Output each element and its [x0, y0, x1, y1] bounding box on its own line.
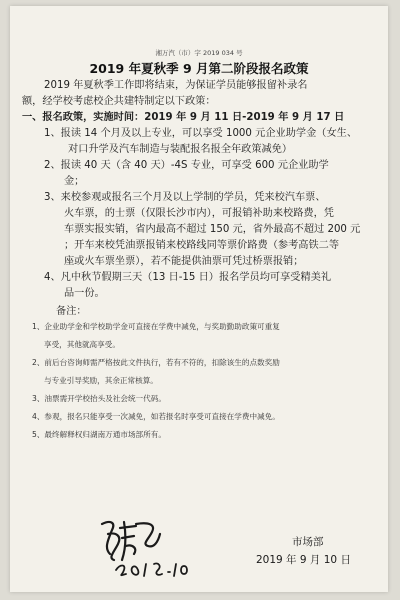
body-line: 金； [64, 176, 85, 187]
note-item: 2、前后台咨询师需严格按此文件执行，若有不符的，扣除该生的点数奖励 [32, 358, 280, 367]
body-line: 火车票，的士票（仅限长沙市内），可报销补助来校路费，凭 [64, 208, 334, 219]
document-number: 湘万汽（市）字 2019 034 号 [155, 49, 243, 57]
body-line: 座或火车票坐票），若不能提供油票可凭过桥票报销； [64, 256, 304, 267]
body-line: 额，经学校考虑校企共建特制定以下政策： [22, 96, 216, 107]
body-line: 4、凡中秋节假期三天（13 日-15 日）报名学员均可享受精美礼 [44, 272, 332, 283]
body-line: 1、报读 14 个月及以上专业，可以享受 1000 元企业助学金（女生、 [44, 128, 358, 139]
body-line: ；开车来校凭油票报销来校路线同等票价路费（参考高铁二等 [64, 240, 340, 251]
body-line: 车票实报实销，省内最高不超过 150 元，省外最高不超过 200 元 [64, 224, 361, 235]
note-item: 5、最终解释权归湖南万通市场部所有。 [32, 430, 166, 439]
note-item: 与专业引导奖励，其余正常核算。 [44, 376, 158, 385]
notes-list [32, 318, 372, 444]
document-sheet [10, 6, 388, 592]
note-item: 4、参观，报名只能享受一次减免，如若报名时享受可直接在学费中减免。 [32, 412, 280, 421]
notes-heading: 备注： [56, 306, 87, 317]
note-item: 3、油票需开学校抬头及社会统一代码。 [32, 394, 166, 403]
note-item: 1、企业助学金和学校助学金可直接在学费中减免，与奖助勤助政策可重复 [32, 322, 280, 331]
body-line: 品一份。 [64, 288, 105, 299]
document-title: 2019 年夏秋季 9 月第二阶段报名政策 [89, 61, 309, 76]
note-item: 享受，其他就高享受。 [44, 340, 120, 349]
issue-date: 2019 年 9 月 10 日 [256, 554, 351, 566]
body-line: 3、来校参观或报名三个月及以上学制的学员，凭来校汽车票、 [44, 192, 326, 203]
department-name: 市场部 [292, 536, 324, 548]
body-line: 2019 年夏秋季工作即将结束，为保证学员能够报留补录名 [44, 80, 308, 91]
handwritten-signature [96, 514, 206, 578]
body-line: 对口升学及汽车制造与装配报名报全年政策减免） [68, 144, 293, 155]
body-line: 2、报读 40 天（含 40 天）-4S 专业，可享受 600 元企业助学 [44, 160, 329, 171]
body-text [22, 78, 372, 320]
policy-heading: 一、报名政策，实施时间：2019 年 9 月 11 日-2019 年 9 月 17 日 [22, 112, 345, 123]
